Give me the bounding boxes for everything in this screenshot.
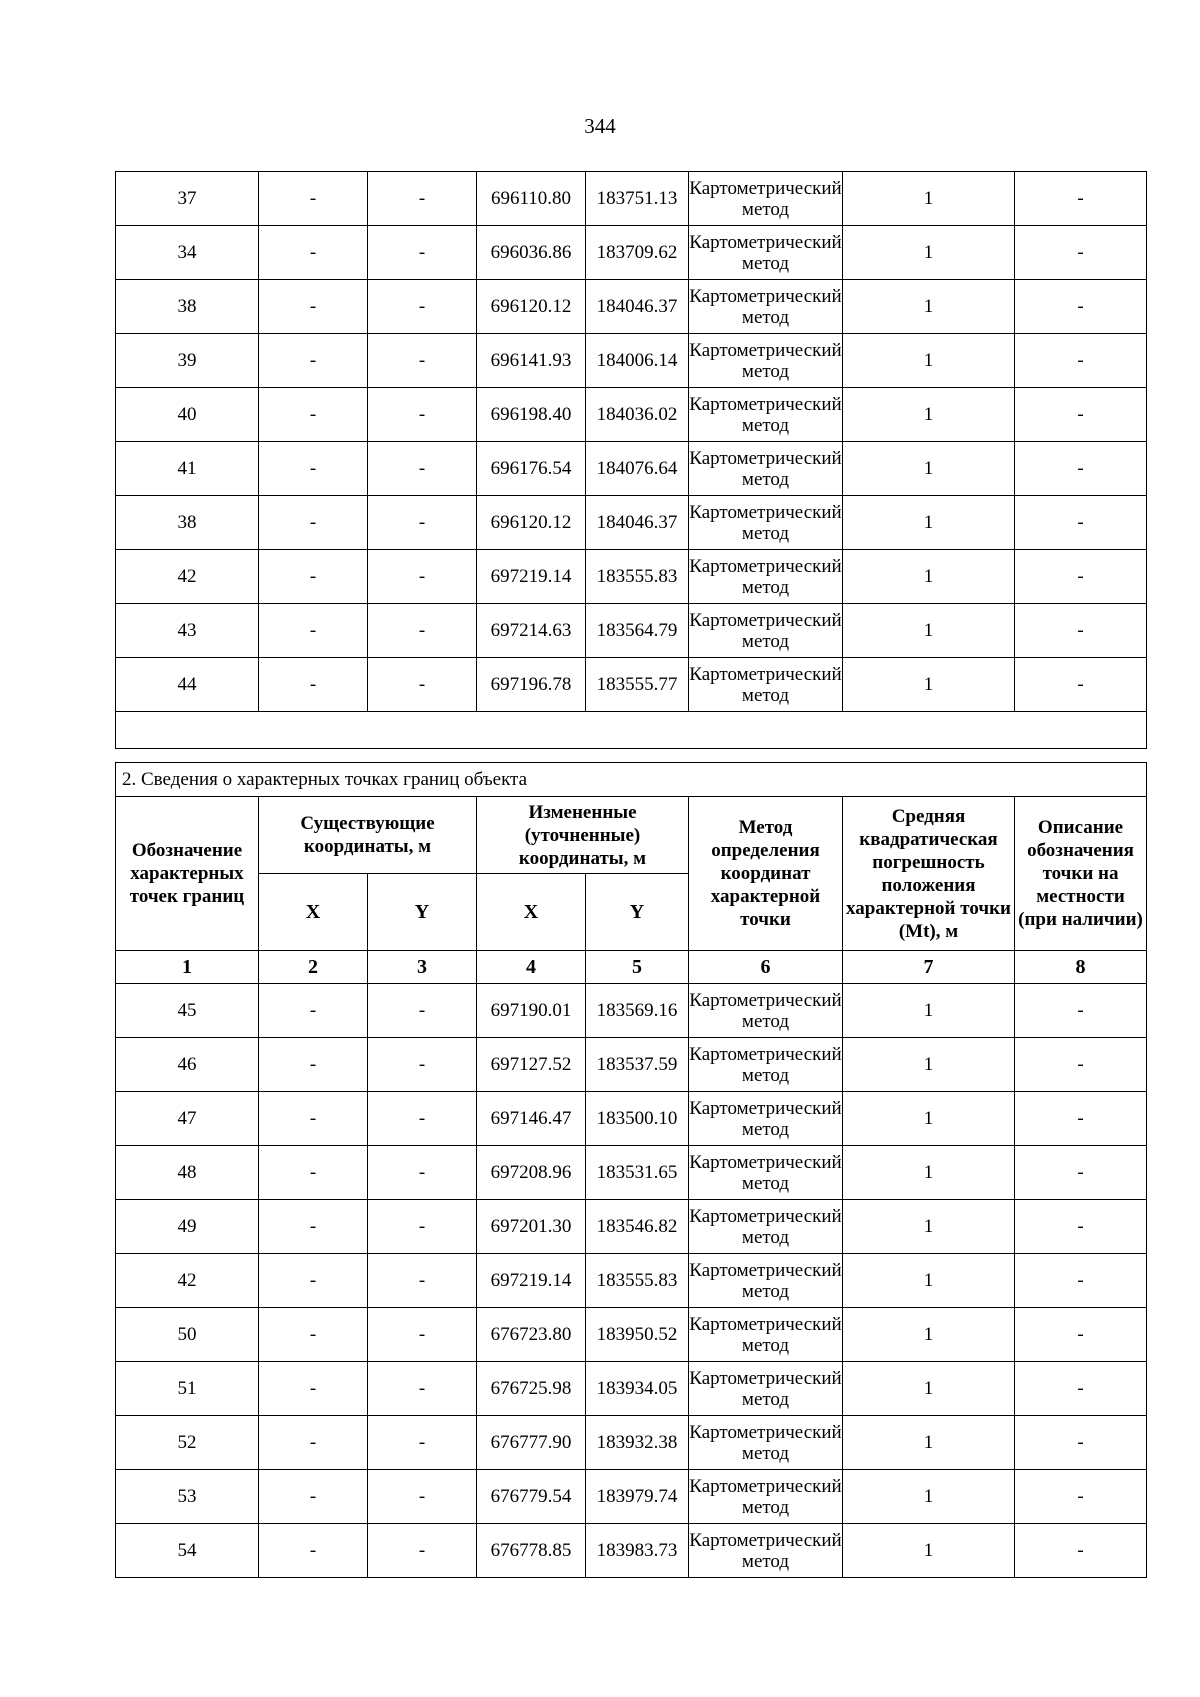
point-cell: 48 bbox=[116, 1146, 259, 1200]
existing-x-cell: - bbox=[259, 280, 368, 334]
method-cell: Картометрический метод bbox=[689, 442, 843, 496]
error-cell: 1 bbox=[843, 388, 1015, 442]
existing-y-cell: - bbox=[368, 1416, 477, 1470]
error-cell: 1 bbox=[843, 1092, 1015, 1146]
table-row bbox=[116, 984, 1147, 1038]
existing-x-cell: - bbox=[259, 1524, 368, 1578]
method-cell: Картометрический метод bbox=[689, 1470, 843, 1524]
method-cell: Картометрический метод bbox=[689, 1524, 843, 1578]
method-cell: Картометрический метод bbox=[689, 496, 843, 550]
point-cell: 53 bbox=[116, 1470, 259, 1524]
existing-y-cell: - bbox=[368, 658, 477, 712]
existing-x-cell: - bbox=[259, 1146, 368, 1200]
description-cell: - bbox=[1015, 1092, 1147, 1146]
error-cell: 1 bbox=[843, 442, 1015, 496]
description-cell: - bbox=[1015, 1146, 1147, 1200]
point-cell: 52 bbox=[116, 1416, 259, 1470]
y-cell: 183932.38 bbox=[586, 1416, 689, 1470]
existing-y-cell: - bbox=[368, 442, 477, 496]
existing-y-cell: - bbox=[368, 1254, 477, 1308]
point-cell: 54 bbox=[116, 1524, 259, 1578]
existing-y-cell: - bbox=[368, 1362, 477, 1416]
description-cell: - bbox=[1015, 280, 1147, 334]
empty-row bbox=[116, 712, 1147, 749]
existing-x-cell: - bbox=[259, 550, 368, 604]
x-cell: 697146.47 bbox=[477, 1092, 586, 1146]
table-row bbox=[116, 442, 1147, 496]
existing-y-cell: - bbox=[368, 1038, 477, 1092]
description-cell: - bbox=[1015, 334, 1147, 388]
method-cell: Картометрический метод bbox=[689, 1092, 843, 1146]
y-cell: 184036.02 bbox=[586, 388, 689, 442]
method-cell: Картометрический метод bbox=[689, 1416, 843, 1470]
point-cell: 43 bbox=[116, 604, 259, 658]
header-existing-y: Y bbox=[368, 874, 477, 951]
error-cell: 1 bbox=[843, 1038, 1015, 1092]
table-row bbox=[116, 1092, 1147, 1146]
table-row bbox=[116, 1254, 1147, 1308]
boundary-points-table bbox=[115, 762, 1147, 1578]
existing-y-cell: - bbox=[368, 226, 477, 280]
column-number: 1 bbox=[116, 951, 259, 984]
x-cell: 697214.63 bbox=[477, 604, 586, 658]
existing-y-cell: - bbox=[368, 1146, 477, 1200]
error-cell: 1 bbox=[843, 1254, 1015, 1308]
table-row bbox=[116, 1308, 1147, 1362]
header-error: Средняя квадратическая погрешность положения характерной точки (Mt), м bbox=[843, 797, 1015, 951]
y-cell: 183709.62 bbox=[586, 226, 689, 280]
column-number: 5 bbox=[586, 951, 689, 984]
existing-x-cell: - bbox=[259, 442, 368, 496]
description-cell: - bbox=[1015, 658, 1147, 712]
column-number: 6 bbox=[689, 951, 843, 984]
point-cell: 49 bbox=[116, 1200, 259, 1254]
existing-y-cell: - bbox=[368, 496, 477, 550]
error-cell: 1 bbox=[843, 334, 1015, 388]
x-cell: 676777.90 bbox=[477, 1416, 586, 1470]
x-cell: 697219.14 bbox=[477, 550, 586, 604]
table-row bbox=[116, 658, 1147, 712]
error-cell: 1 bbox=[843, 550, 1015, 604]
point-cell: 41 bbox=[116, 442, 259, 496]
x-cell: 676778.85 bbox=[477, 1524, 586, 1578]
method-cell: Картометрический метод bbox=[689, 1038, 843, 1092]
point-cell: 51 bbox=[116, 1362, 259, 1416]
column-number: 4 bbox=[477, 951, 586, 984]
error-cell: 1 bbox=[843, 496, 1015, 550]
x-cell: 697127.52 bbox=[477, 1038, 586, 1092]
existing-x-cell: - bbox=[259, 172, 368, 226]
existing-y-cell: - bbox=[368, 1470, 477, 1524]
point-cell: 34 bbox=[116, 226, 259, 280]
existing-x-cell: - bbox=[259, 334, 368, 388]
existing-x-cell: - bbox=[259, 984, 368, 1038]
existing-y-cell: - bbox=[368, 550, 477, 604]
y-cell: 183569.16 bbox=[586, 984, 689, 1038]
x-cell: 696176.54 bbox=[477, 442, 586, 496]
y-cell: 184006.14 bbox=[586, 334, 689, 388]
method-cell: Картометрический метод bbox=[689, 226, 843, 280]
y-cell: 183950.52 bbox=[586, 1308, 689, 1362]
y-cell: 183564.79 bbox=[586, 604, 689, 658]
error-cell: 1 bbox=[843, 172, 1015, 226]
x-cell: 697208.96 bbox=[477, 1146, 586, 1200]
header-description: Описание обозначения точки на местности (при наличии) bbox=[1015, 797, 1147, 951]
existing-x-cell: - bbox=[259, 604, 368, 658]
y-cell: 183500.10 bbox=[586, 1092, 689, 1146]
method-cell: Картометрический метод bbox=[689, 1362, 843, 1416]
table-row bbox=[116, 172, 1147, 226]
point-cell: 40 bbox=[116, 388, 259, 442]
coordinates-table-continued bbox=[115, 171, 1147, 749]
x-cell: 697190.01 bbox=[477, 984, 586, 1038]
method-cell: Картометрический метод bbox=[689, 984, 843, 1038]
existing-x-cell: - bbox=[259, 1200, 368, 1254]
table-row bbox=[116, 334, 1147, 388]
method-cell: Картометрический метод bbox=[689, 658, 843, 712]
table-title: 2. Сведения о характерных точках границ объекта bbox=[116, 763, 1147, 797]
description-cell: - bbox=[1015, 550, 1147, 604]
header-point: Обозначение характерных точек границ bbox=[116, 797, 259, 951]
y-cell: 184046.37 bbox=[586, 280, 689, 334]
existing-y-cell: - bbox=[368, 280, 477, 334]
error-cell: 1 bbox=[843, 280, 1015, 334]
table-row bbox=[116, 280, 1147, 334]
point-cell: 42 bbox=[116, 1254, 259, 1308]
existing-y-cell: - bbox=[368, 1524, 477, 1578]
method-cell: Картометрический метод bbox=[689, 550, 843, 604]
column-numbers-row bbox=[116, 951, 1147, 984]
point-cell: 45 bbox=[116, 984, 259, 1038]
y-cell: 183531.65 bbox=[586, 1146, 689, 1200]
existing-y-cell: - bbox=[368, 172, 477, 226]
y-cell: 183751.13 bbox=[586, 172, 689, 226]
error-cell: 1 bbox=[843, 1470, 1015, 1524]
point-cell: 44 bbox=[116, 658, 259, 712]
description-cell: - bbox=[1015, 1524, 1147, 1578]
method-cell: Картометрический метод bbox=[689, 1308, 843, 1362]
description-cell: - bbox=[1015, 172, 1147, 226]
existing-x-cell: - bbox=[259, 496, 368, 550]
error-cell: 1 bbox=[843, 1362, 1015, 1416]
description-cell: - bbox=[1015, 1470, 1147, 1524]
x-cell: 676725.98 bbox=[477, 1362, 586, 1416]
description-cell: - bbox=[1015, 1416, 1147, 1470]
error-cell: 1 bbox=[843, 226, 1015, 280]
error-cell: 1 bbox=[843, 1200, 1015, 1254]
method-cell: Картометрический метод bbox=[689, 334, 843, 388]
y-cell: 183555.77 bbox=[586, 658, 689, 712]
table-row bbox=[116, 1038, 1147, 1092]
table-row bbox=[116, 1200, 1147, 1254]
point-cell: 38 bbox=[116, 280, 259, 334]
header-method: Метод определения координат характерной точки bbox=[689, 797, 843, 951]
existing-y-cell: - bbox=[368, 388, 477, 442]
point-cell: 50 bbox=[116, 1308, 259, 1362]
error-cell: 1 bbox=[843, 984, 1015, 1038]
y-cell: 183983.73 bbox=[586, 1524, 689, 1578]
error-cell: 1 bbox=[843, 1146, 1015, 1200]
error-cell: 1 bbox=[843, 1308, 1015, 1362]
column-number: 7 bbox=[843, 951, 1015, 984]
point-cell: 38 bbox=[116, 496, 259, 550]
existing-x-cell: - bbox=[259, 1254, 368, 1308]
existing-x-cell: - bbox=[259, 226, 368, 280]
y-cell: 183979.74 bbox=[586, 1470, 689, 1524]
x-cell: 697201.30 bbox=[477, 1200, 586, 1254]
existing-x-cell: - bbox=[259, 658, 368, 712]
x-cell: 676779.54 bbox=[477, 1470, 586, 1524]
description-cell: - bbox=[1015, 984, 1147, 1038]
header-existing-x: X bbox=[259, 874, 368, 951]
table-row bbox=[116, 496, 1147, 550]
existing-x-cell: - bbox=[259, 1362, 368, 1416]
x-cell: 696036.86 bbox=[477, 226, 586, 280]
table-row bbox=[116, 388, 1147, 442]
method-cell: Картометрический метод bbox=[689, 1200, 843, 1254]
existing-y-cell: - bbox=[368, 1200, 477, 1254]
method-cell: Картометрический метод bbox=[689, 604, 843, 658]
column-number: 3 bbox=[368, 951, 477, 984]
method-cell: Картометрический метод bbox=[689, 1254, 843, 1308]
x-cell: 696198.40 bbox=[477, 388, 586, 442]
empty-cell bbox=[116, 712, 1147, 749]
existing-x-cell: - bbox=[259, 1416, 368, 1470]
column-number: 2 bbox=[259, 951, 368, 984]
table-row bbox=[116, 1470, 1147, 1524]
existing-y-cell: - bbox=[368, 1308, 477, 1362]
header-changed-coordinates: Измененные (уточненные) координаты, м bbox=[477, 797, 689, 874]
y-cell: 183546.82 bbox=[586, 1200, 689, 1254]
description-cell: - bbox=[1015, 442, 1147, 496]
header-changed-x: X bbox=[477, 874, 586, 951]
description-cell: - bbox=[1015, 1254, 1147, 1308]
y-cell: 183555.83 bbox=[586, 550, 689, 604]
table-row bbox=[116, 604, 1147, 658]
x-cell: 676723.80 bbox=[477, 1308, 586, 1362]
description-cell: - bbox=[1015, 496, 1147, 550]
description-cell: - bbox=[1015, 1362, 1147, 1416]
table-row bbox=[116, 1524, 1147, 1578]
x-cell: 696141.93 bbox=[477, 334, 586, 388]
method-cell: Картометрический метод bbox=[689, 172, 843, 226]
point-cell: 42 bbox=[116, 550, 259, 604]
method-cell: Картометрический метод bbox=[689, 388, 843, 442]
method-cell: Картометрический метод bbox=[689, 1146, 843, 1200]
existing-y-cell: - bbox=[368, 984, 477, 1038]
existing-x-cell: - bbox=[259, 1470, 368, 1524]
error-cell: 1 bbox=[843, 1524, 1015, 1578]
description-cell: - bbox=[1015, 604, 1147, 658]
method-cell: Картометрический метод bbox=[689, 280, 843, 334]
description-cell: - bbox=[1015, 1308, 1147, 1362]
existing-y-cell: - bbox=[368, 1092, 477, 1146]
x-cell: 697219.14 bbox=[477, 1254, 586, 1308]
y-cell: 184046.37 bbox=[586, 496, 689, 550]
description-cell: - bbox=[1015, 1200, 1147, 1254]
page-number: 344 bbox=[584, 114, 616, 138]
header-changed-y: Y bbox=[586, 874, 689, 951]
point-cell: 47 bbox=[116, 1092, 259, 1146]
description-cell: - bbox=[1015, 226, 1147, 280]
x-cell: 696120.12 bbox=[477, 496, 586, 550]
y-cell: 183537.59 bbox=[586, 1038, 689, 1092]
column-number: 8 bbox=[1015, 951, 1147, 984]
existing-x-cell: - bbox=[259, 1308, 368, 1362]
x-cell: 696110.80 bbox=[477, 172, 586, 226]
existing-x-cell: - bbox=[259, 1038, 368, 1092]
y-cell: 184076.64 bbox=[586, 442, 689, 496]
y-cell: 183555.83 bbox=[586, 1254, 689, 1308]
point-cell: 37 bbox=[116, 172, 259, 226]
point-cell: 39 bbox=[116, 334, 259, 388]
error-cell: 1 bbox=[843, 1416, 1015, 1470]
x-cell: 697196.78 bbox=[477, 658, 586, 712]
existing-x-cell: - bbox=[259, 1092, 368, 1146]
description-cell: - bbox=[1015, 1038, 1147, 1092]
description-cell: - bbox=[1015, 388, 1147, 442]
y-cell: 183934.05 bbox=[586, 1362, 689, 1416]
existing-x-cell: - bbox=[259, 388, 368, 442]
table-row bbox=[116, 1416, 1147, 1470]
error-cell: 1 bbox=[843, 604, 1015, 658]
point-cell: 46 bbox=[116, 1038, 259, 1092]
error-cell: 1 bbox=[843, 658, 1015, 712]
table-row bbox=[116, 226, 1147, 280]
existing-y-cell: - bbox=[368, 334, 477, 388]
x-cell: 696120.12 bbox=[477, 280, 586, 334]
table-row bbox=[116, 550, 1147, 604]
header-existing-coordinates: Существующие координаты, м bbox=[259, 797, 477, 874]
table-row bbox=[116, 1146, 1147, 1200]
table-row bbox=[116, 1362, 1147, 1416]
existing-y-cell: - bbox=[368, 604, 477, 658]
